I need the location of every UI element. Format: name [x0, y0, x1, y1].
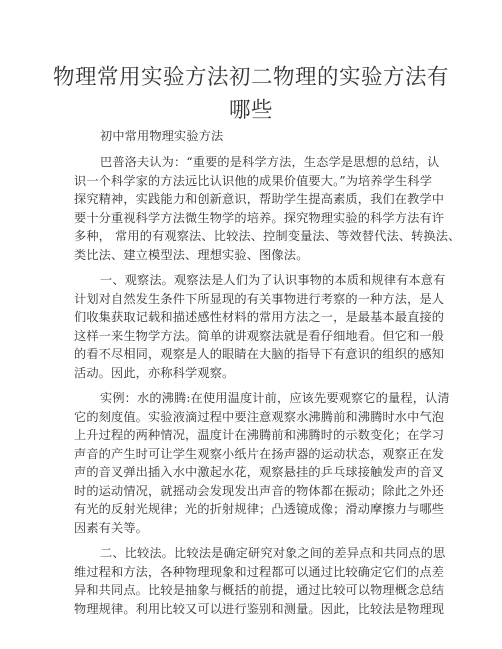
observation-paragraph-line: 计划对自然发生条件下所显现的有关事物进行考察的一种方法，是人	[74, 292, 445, 306]
example-paragraph-line: 有光的反射光规律；光的折射规律；凸透镜成像；滑动摩擦力与哪些	[74, 502, 445, 516]
intro-paragraph-line: 多种， 常用的有观察法、比较法、控制变量法、等效替代法、转换法、	[74, 229, 461, 243]
document-title-line-1: 物理常用实验方法初二物理的实验方法有	[52, 65, 449, 90]
example-paragraph-line: 它的刻度值。实验液滴过程中要注意观察水沸腾前和沸腾时水中气泡	[74, 410, 445, 424]
intro-paragraph-line: 类比法、建立模型法、理想实验、图像法。	[74, 248, 309, 262]
comparison-paragraph-line: 二、比较法。比较法是确定研究对象之间的差异点和共同点的思	[100, 546, 446, 560]
example-paragraph-line: 时的运动情况，就摇动会发现发出声音的物体都在振动；除此之外还	[74, 484, 445, 498]
example-paragraph-line: 因素有关等。	[74, 521, 149, 535]
comparison-paragraph-line: 物理规律。利用比较又可以进行鉴别和测量。因此，比较法是物理现	[74, 602, 445, 616]
intro-paragraph-line: 识一个科学家的方法远比认识他的成果价值要大。”为培养学生科学	[74, 174, 433, 188]
example-paragraph-line: 声音的产生时可让学生观察小纸片在扬声器的运动状态，观察正在发	[74, 447, 445, 461]
observation-paragraph-line: 的看不尽相同，观察是人的眼睛在大脑的指导下有意识的组织的感知	[74, 347, 445, 361]
document-title-line-2: 哪些	[228, 98, 273, 123]
intro-paragraph-line: 巴普洛夫认为：“重要的是科学方法，生态学是思想的总结，认	[100, 155, 440, 169]
example-paragraph-line: 声的音叉弹出插入水中激起水花，观察悬挂的乒乓球接触发声的音叉	[74, 465, 445, 479]
observation-paragraph-line: 活动。因此，亦称科学观察。	[74, 366, 235, 380]
intro-paragraph-line: 要十分重视科学方法微生物学的培养。探究物理实验的科学方法有许	[74, 211, 445, 225]
example-paragraph-line: 上升过程的两种情况，温度计在沸腾前和沸腾时的示数变化；在学习	[74, 428, 445, 442]
observation-paragraph-line: 一、观察法。观察法是人们为了认识事物的本质和规律有本意有	[100, 273, 446, 287]
document-subtitle: 初中常用物理实验方法	[100, 129, 224, 143]
observation-paragraph-line: 这样一来生物学方法。简单的讲观察法就是看仔细地看。但它和一般	[74, 329, 445, 343]
intro-paragraph-line: 探究精神，实践能力和创新意识，帮助学生提高素质，我们在教学中	[74, 192, 445, 206]
comparison-paragraph-line: 异和共同点。比较是抽象与概括的前提，通过比较可以物理概念总结	[74, 583, 445, 597]
comparison-paragraph-line: 维过程和方法，各种物理现象和过程都可以通过比较确定它们的点差	[74, 565, 445, 579]
example-paragraph-line: 实例：水的沸腾:在使用温度计前，应该先要观察它的量程，认清	[100, 391, 450, 405]
observation-paragraph-line: 们收集获取记载和描述感性材料的常用方法之一，是最基本最直接的	[74, 310, 445, 324]
